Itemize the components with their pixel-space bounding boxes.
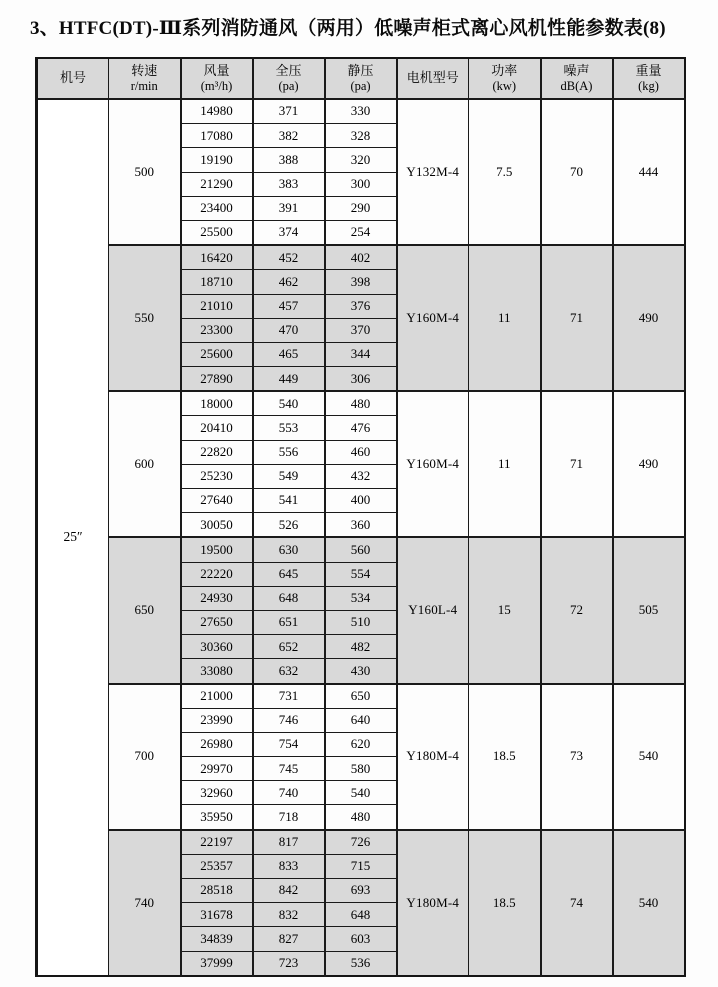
motor-model-cell: Y180M-4	[397, 830, 469, 976]
header-power: 功率 (kw)	[469, 58, 541, 99]
total-pressure-cell: 556	[253, 440, 325, 464]
total-pressure-cell: 745	[253, 757, 325, 781]
header-total-pressure: 全压 (pa)	[253, 58, 325, 99]
static-pressure-cell: 536	[325, 951, 397, 976]
static-pressure-cell: 554	[325, 562, 397, 586]
airflow-cell: 32960	[181, 781, 253, 805]
airflow-cell: 27640	[181, 489, 253, 513]
static-pressure-cell: 300	[325, 172, 397, 196]
static-pressure-cell: 650	[325, 684, 397, 709]
airflow-cell: 19500	[181, 537, 253, 562]
airflow-cell: 22820	[181, 440, 253, 464]
table-body	[37, 99, 685, 976]
static-pressure-cell: 482	[325, 635, 397, 659]
total-pressure-cell: 374	[253, 220, 325, 245]
motor-model-cell: Y132M-4	[397, 99, 469, 245]
airflow-cell: 23990	[181, 708, 253, 732]
total-pressure-cell: 630	[253, 537, 325, 562]
total-pressure-cell: 371	[253, 99, 325, 124]
airflow-cell: 35950	[181, 805, 253, 830]
total-pressure-cell: 651	[253, 610, 325, 634]
airflow-cell: 26980	[181, 732, 253, 756]
airflow-cell: 25500	[181, 220, 253, 245]
static-pressure-cell: 540	[325, 781, 397, 805]
airflow-cell: 25600	[181, 342, 253, 366]
static-pressure-cell: 580	[325, 757, 397, 781]
motor-model-cell: Y180M-4	[397, 684, 469, 830]
noise-cell: 70	[541, 99, 613, 245]
static-pressure-cell: 320	[325, 148, 397, 172]
airflow-cell: 22197	[181, 830, 253, 855]
noise-cell: 74	[541, 830, 613, 976]
total-pressure-cell: 718	[253, 805, 325, 830]
weight-cell: 540	[613, 684, 685, 830]
airflow-cell: 30050	[181, 513, 253, 538]
airflow-cell: 24930	[181, 586, 253, 610]
speed-cell: 550	[109, 245, 181, 391]
table-row	[37, 537, 685, 562]
total-pressure-cell: 452	[253, 245, 325, 270]
static-pressure-cell: 432	[325, 464, 397, 488]
table-row	[37, 391, 685, 416]
static-pressure-cell: 480	[325, 805, 397, 830]
total-pressure-cell: 754	[253, 732, 325, 756]
total-pressure-cell: 382	[253, 124, 325, 148]
noise-cell: 71	[541, 391, 613, 537]
airflow-cell: 27890	[181, 367, 253, 392]
noise-cell: 72	[541, 537, 613, 683]
airflow-cell: 21000	[181, 684, 253, 709]
total-pressure-cell: 648	[253, 586, 325, 610]
airflow-cell: 31678	[181, 903, 253, 927]
fan-performance-table	[35, 57, 686, 977]
airflow-cell: 29970	[181, 757, 253, 781]
header-speed: 转速 r/min	[109, 58, 181, 99]
header-row	[37, 58, 685, 99]
static-pressure-cell: 398	[325, 270, 397, 294]
airflow-cell: 18710	[181, 270, 253, 294]
total-pressure-cell: 553	[253, 416, 325, 440]
static-pressure-cell: 290	[325, 196, 397, 220]
airflow-cell: 19190	[181, 148, 253, 172]
static-pressure-cell: 330	[325, 99, 397, 124]
airflow-cell: 23400	[181, 196, 253, 220]
noise-cell: 71	[541, 245, 613, 391]
static-pressure-cell: 640	[325, 708, 397, 732]
page-title: 3、HTFC(DT)-Ⅲ系列消防通风（两用）低噪声柜式离心风机性能参数表(8)	[30, 18, 666, 39]
static-pressure-cell: 476	[325, 416, 397, 440]
static-pressure-cell: 344	[325, 342, 397, 366]
static-pressure-cell: 254	[325, 220, 397, 245]
airflow-cell: 21010	[181, 294, 253, 318]
static-pressure-cell: 534	[325, 586, 397, 610]
power-cell: 11	[469, 391, 541, 537]
total-pressure-cell: 391	[253, 196, 325, 220]
airflow-cell: 25230	[181, 464, 253, 488]
airflow-cell: 30360	[181, 635, 253, 659]
power-cell: 15	[469, 537, 541, 683]
power-cell: 7.5	[469, 99, 541, 245]
airflow-cell: 20410	[181, 416, 253, 440]
table-row	[37, 99, 685, 124]
total-pressure-cell: 817	[253, 830, 325, 855]
airflow-cell: 22220	[181, 562, 253, 586]
airflow-cell: 27650	[181, 610, 253, 634]
speed-cell: 700	[109, 684, 181, 830]
airflow-cell: 18000	[181, 391, 253, 416]
weight-cell: 444	[613, 99, 685, 245]
airflow-cell: 17080	[181, 124, 253, 148]
total-pressure-cell: 746	[253, 708, 325, 732]
total-pressure-cell: 832	[253, 903, 325, 927]
airflow-cell: 25357	[181, 854, 253, 878]
motor-model-cell: Y160M-4	[397, 245, 469, 391]
machine-no-cell: 25″	[37, 99, 109, 976]
airflow-cell: 16420	[181, 245, 253, 270]
static-pressure-cell: 693	[325, 879, 397, 903]
airflow-cell: 28518	[181, 879, 253, 903]
static-pressure-cell: 560	[325, 537, 397, 562]
total-pressure-cell: 457	[253, 294, 325, 318]
speed-cell: 650	[109, 537, 181, 683]
total-pressure-cell: 723	[253, 951, 325, 976]
static-pressure-cell: 360	[325, 513, 397, 538]
header-machine-no: 机号	[37, 58, 109, 99]
table-row	[37, 830, 685, 855]
static-pressure-cell: 400	[325, 489, 397, 513]
total-pressure-cell: 549	[253, 464, 325, 488]
airflow-cell: 23300	[181, 318, 253, 342]
table-header	[37, 58, 685, 99]
power-cell: 18.5	[469, 830, 541, 976]
motor-model-cell: Y160L-4	[397, 537, 469, 683]
total-pressure-cell: 540	[253, 391, 325, 416]
static-pressure-cell: 480	[325, 391, 397, 416]
header-noise: 噪声 dB(A)	[541, 58, 613, 99]
speed-cell: 600	[109, 391, 181, 537]
weight-cell: 540	[613, 830, 685, 976]
airflow-cell: 21290	[181, 172, 253, 196]
total-pressure-cell: 449	[253, 367, 325, 392]
static-pressure-cell: 715	[325, 854, 397, 878]
header-static-pressure: 静压 (pa)	[325, 58, 397, 99]
total-pressure-cell: 383	[253, 172, 325, 196]
total-pressure-cell: 833	[253, 854, 325, 878]
static-pressure-cell: 620	[325, 732, 397, 756]
total-pressure-cell: 652	[253, 635, 325, 659]
header-motor-model: 电机型号	[397, 58, 469, 99]
total-pressure-cell: 740	[253, 781, 325, 805]
static-pressure-cell: 376	[325, 294, 397, 318]
airflow-cell: 33080	[181, 659, 253, 684]
motor-model-cell: Y160M-4	[397, 391, 469, 537]
static-pressure-cell: 328	[325, 124, 397, 148]
static-pressure-cell: 370	[325, 318, 397, 342]
total-pressure-cell: 462	[253, 270, 325, 294]
total-pressure-cell: 470	[253, 318, 325, 342]
static-pressure-cell: 460	[325, 440, 397, 464]
total-pressure-cell: 842	[253, 879, 325, 903]
static-pressure-cell: 648	[325, 903, 397, 927]
header-airflow: 风量 (m³/h)	[181, 58, 253, 99]
total-pressure-cell: 388	[253, 148, 325, 172]
header-weight: 重量 (kg)	[613, 58, 685, 99]
total-pressure-cell: 632	[253, 659, 325, 684]
noise-cell: 73	[541, 684, 613, 830]
speed-cell: 500	[109, 99, 181, 245]
power-cell: 11	[469, 245, 541, 391]
weight-cell: 490	[613, 391, 685, 537]
total-pressure-cell: 731	[253, 684, 325, 709]
static-pressure-cell: 430	[325, 659, 397, 684]
airflow-cell: 34839	[181, 927, 253, 951]
power-cell: 18.5	[469, 684, 541, 830]
weight-cell: 505	[613, 537, 685, 683]
table-row	[37, 245, 685, 270]
airflow-cell: 14980	[181, 99, 253, 124]
total-pressure-cell: 827	[253, 927, 325, 951]
total-pressure-cell: 645	[253, 562, 325, 586]
airflow-cell: 37999	[181, 951, 253, 976]
static-pressure-cell: 726	[325, 830, 397, 855]
total-pressure-cell: 541	[253, 489, 325, 513]
speed-cell: 740	[109, 830, 181, 976]
static-pressure-cell: 306	[325, 367, 397, 392]
total-pressure-cell: 465	[253, 342, 325, 366]
table-row	[37, 684, 685, 709]
static-pressure-cell: 510	[325, 610, 397, 634]
static-pressure-cell: 402	[325, 245, 397, 270]
static-pressure-cell: 603	[325, 927, 397, 951]
total-pressure-cell: 526	[253, 513, 325, 538]
weight-cell: 490	[613, 245, 685, 391]
